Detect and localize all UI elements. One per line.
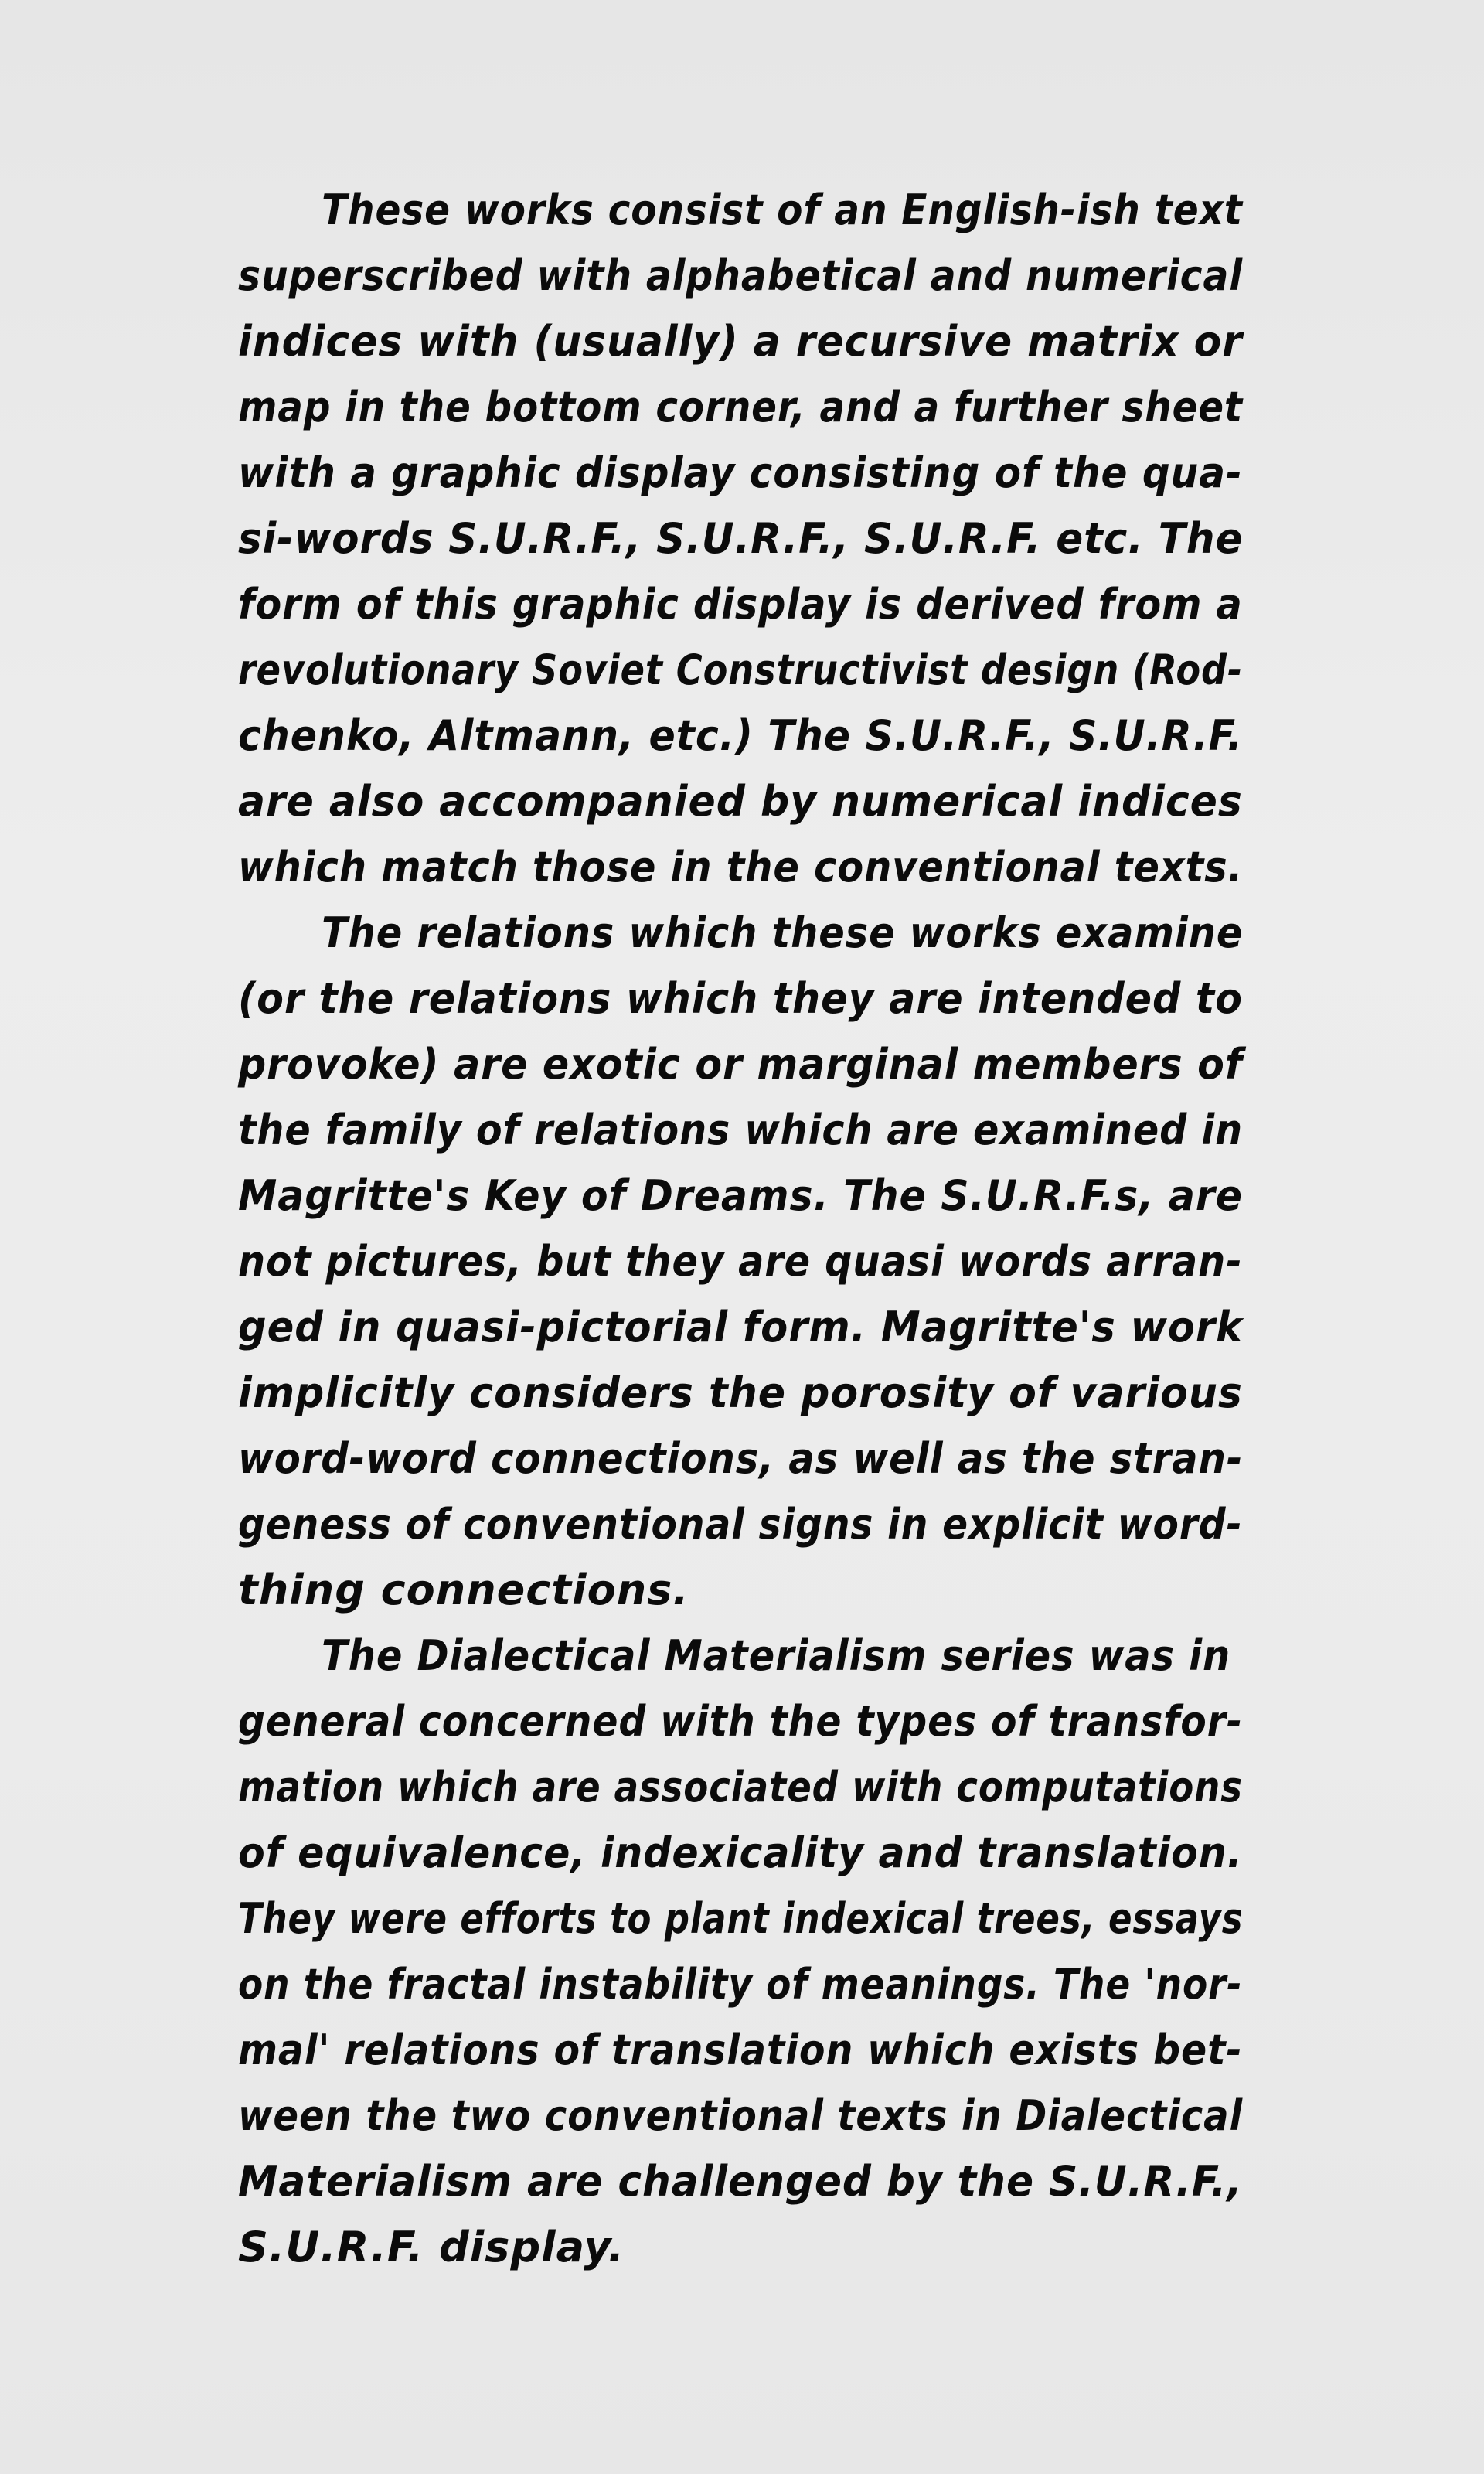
text-line: These works consist of an English-ish text [322, 186, 1243, 234]
text-line: with a graphic display consisting of the qua- [238, 448, 1243, 497]
text-line: thing connections. [238, 1566, 689, 1614]
text-line: not pictures, but they are quasi words arran- [238, 1237, 1243, 1286]
text-line: word-word connections, as well as the stran- [238, 1434, 1244, 1483]
text-line: Materialism are challenged by the S.U.R.F., [238, 2157, 1243, 2206]
text-line: mation which are associated with computations [238, 1763, 1243, 1811]
text-line: indices with (usually) a recursive matrix or [238, 317, 1243, 366]
text-line: Magritte's Key of Dreams. The S.U.R.F.s, are [238, 1171, 1244, 1220]
text-line: geness of conventional signs in explicit word- [238, 1500, 1243, 1549]
text-line: mal' relations of translation which exists bet- [238, 2026, 1243, 2074]
text-line: the family of relations which are examined in [238, 1106, 1244, 1154]
text-line: chenko, Altmann, etc.) The S.U.R.F., S.U.R.F. [238, 711, 1244, 760]
text-line: implicitly considers the porosity of various [238, 1368, 1243, 1417]
text-line: superscribed with alphabetical and numerical [238, 251, 1243, 300]
text-line: general concerned with the types of transfor- [238, 1697, 1243, 1746]
text-line: which match those in the conventional texts. [238, 843, 1244, 891]
text-line: The Dialectical Materialism series was in [322, 1631, 1231, 1680]
text-line: form of this graphic display is derived from a [238, 580, 1243, 629]
text-line: revolutionary Soviet Constructivist design (Rod- [238, 646, 1244, 694]
text-line: ween the two conventional texts in Dialectical [238, 2091, 1244, 2140]
wall-text-panel [238, 186, 1244, 2308]
text-line: provoke) are exotic or marginal members of [238, 1040, 1243, 1089]
text-line: (or the relations which they are intended to [238, 974, 1243, 1023]
text-line: ged in quasi-pictorial form. Magritte's work [238, 1303, 1244, 1351]
text-line: They were efforts to plant indexical trees, essays [238, 1894, 1244, 1943]
text-line: The relations which these works examine [322, 908, 1244, 957]
text-line: on the fractal instability of meanings. The 'nor- [238, 1960, 1243, 2009]
text-line: are also accompanied by numerical indices [238, 777, 1243, 826]
text-line: map in the bottom corner, and a further sheet [238, 383, 1244, 431]
text-line: of equivalence, indexicality and translation. [238, 1828, 1243, 1877]
text-line: S.U.R.F. display. [238, 2223, 625, 2271]
text-line: si-words S.U.R.F., S.U.R.F., S.U.R.F. etc. The [238, 514, 1244, 563]
